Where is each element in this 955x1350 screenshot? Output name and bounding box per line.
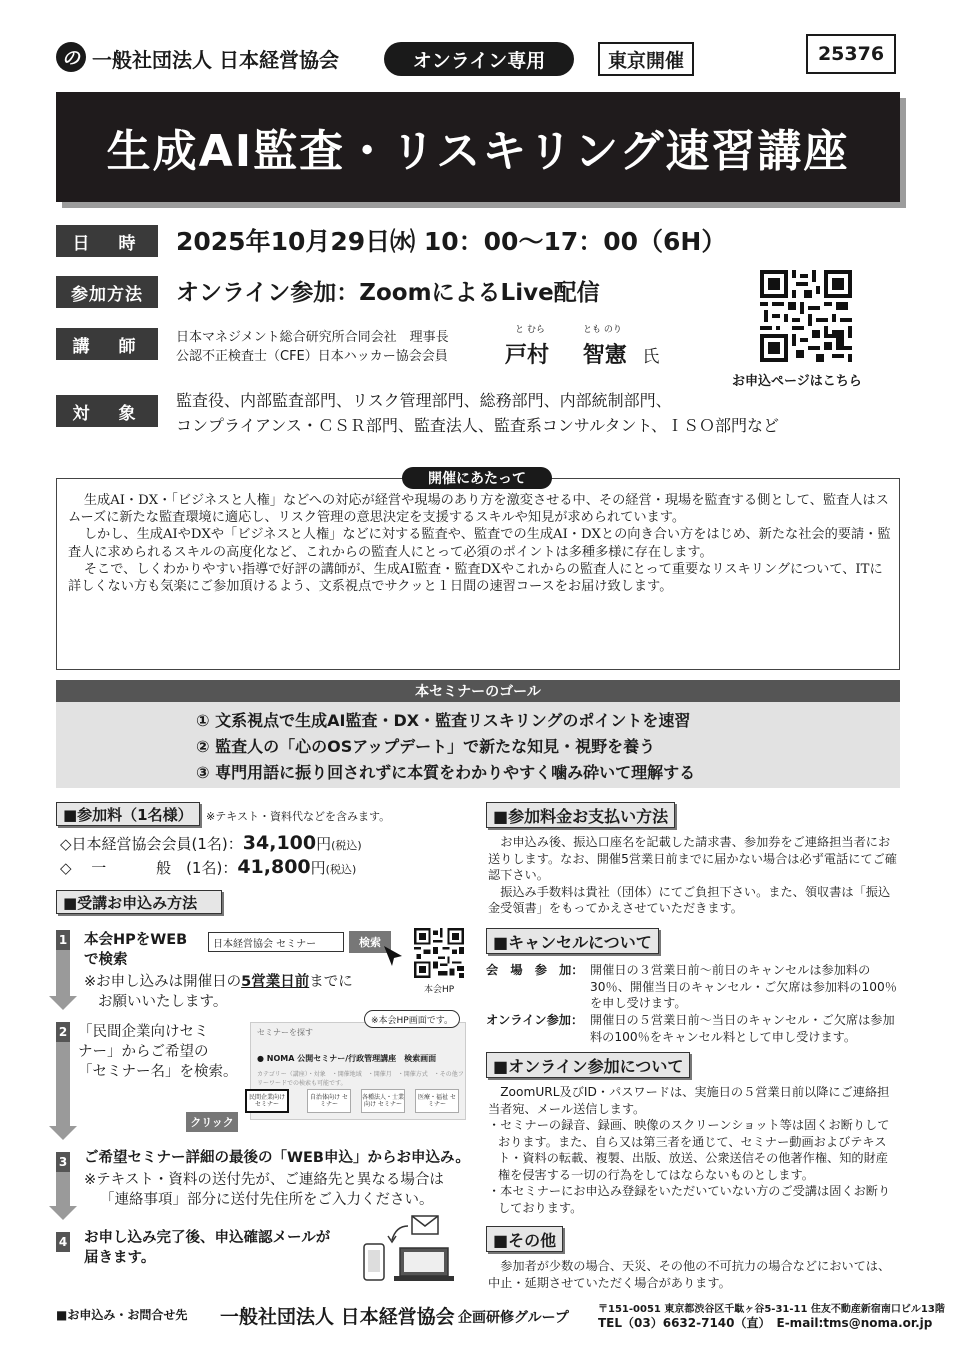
step1-note-line: お願いいたします。 [98,994,228,1010]
step2-line: 「セミナー名」を検索。 [78,1064,238,1080]
laptop-icon [394,1248,454,1281]
mock-button-corporations[interactable]: 各種法人・士業向け セミナー [361,1089,405,1113]
cancel-venue-text: 開催日の３営業日前～前日のキャンセルは参加料の30％、開催当日のキャンセル・ご欠席は参加料の100％を申し受けます。 [590,963,897,1010]
search-button[interactable]: 検索 [349,931,391,953]
online-paragraph: ZoomURL及びID・パスワードは、実施日の５営業日前以降にご連絡担当者宛、メール送信します。 [488,1085,890,1116]
cancel-heading: ■キャンセルについて [486,928,659,954]
fee-tax: (税込) [331,839,362,852]
date-value: 2025年10月29日㈬ 10：00～17：00（6H） [176,227,727,256]
other-heading: ■その他 [486,1226,563,1252]
mock-button-local-gov[interactable]: 自治体向け セミナー [307,1089,351,1113]
payment-heading: ■参加料金お支払い方法 [486,802,675,828]
footer-contact-info[interactable]: TEL（03）6632-7140（直） E-mail:tms@noma.or.jp [598,1316,933,1330]
smartphone-icon [364,1244,384,1280]
search-input[interactable]: 日本経営協会 セミナー [208,932,344,952]
step1-note-part: ※お申し込みは開催日の [84,974,242,990]
intro-heading: 開催にあたって [402,467,552,489]
date-label: 日 時 [56,225,158,257]
fee-unit: 円 [310,859,326,877]
target-label: 対 象 [56,395,158,427]
step2-line: 「民間企業向けセミ [78,1024,209,1040]
step1-text [84,930,187,970]
step1-note [84,972,353,1012]
qr-caption: お申込ページはこちら [732,374,862,389]
payment-text [488,834,900,917]
goal-item: ③ 専門用語に振り回されずに本質をわかりやすく噛み砕いて理解する [196,763,696,782]
online-bullet: ・セミナーの録音、録画、映像のスクリーンショット等は固くお断りしております。また、自ら又は第三者を通じて、セミナー動画およびテキスト・資料の転載、複製、出版、放送、公衆送信その他著作権、知的財産権を侵害する一切の行為をしてはならないものとします。 [488,1118,890,1182]
fee-general-row [60,856,356,878]
step3-note-line: 「連絡事項」部分に送付先住所をご入力ください。 [100,1192,434,1208]
course-code: 25376 [806,34,896,74]
lecturer-given-name: 智憲 [582,343,627,368]
mail-icon [412,1216,438,1234]
fee-member-row [60,832,362,854]
fee-general-amount: 41,800 [237,856,311,878]
step-number: 2 [56,1022,70,1042]
footer-contact-label: ■お申込み・お問合せ先 [56,1308,188,1322]
mock-button-private[interactable]: 民間企業向け セミナー [245,1089,289,1113]
lecturer-ruby-given: とも のり [583,325,622,335]
fee-member-label: ◇日本経営協会会員(1名)： [60,835,243,853]
fee-member-amount: 34,100 [242,832,317,854]
goals-heading: 本セミナーのゴール [56,680,900,702]
footer-group: 企画研修グループ [458,1310,569,1326]
org-logo-icon: の [56,42,86,72]
target-audience [176,388,779,438]
step-number: 1 [56,930,70,950]
goal-item: ① 文系視点で生成AI監査・DX・監査リスキリングのポイントを速習 [196,711,691,730]
arrow-cursor-icon [382,944,406,972]
footer-address: 〒151-0051 東京都渋谷区千駄ヶ谷5-31-11 住友不動産新宿南口ビル13階 [598,1304,945,1315]
step-number: 4 [56,1232,70,1252]
org-name: 一般社団法人 日本経営協会 [92,48,339,72]
fee-unit: 円 [316,835,332,853]
goal-item: ② 監査人の「心のOSアップデート」で新たな知見・視野を養う [196,737,656,756]
page-title: 生成AI監査・リスキリング速習講座 [56,92,900,202]
target-line: コンプライアンス・ＣＳＲ部門、監査法人、監査系コンサルタント、ＩＳＯ部門など [176,416,780,435]
other-text [488,1258,900,1291]
qr-code-icon[interactable] [760,270,852,362]
qr-code-icon[interactable] [414,928,464,978]
intro-paragraph: そこで、しくわかりやすい指導で好評の講師が、生成AI監査・監査DXやこれからの監査人にとって重要なリスキリングについて、ITに詳しくない方も気楽にご参加頂けるよう、文系視点でサクッと１日間の速習コースをお届け致します。 [68,561,883,595]
step-number: 3 [56,1152,70,1172]
cancel-online-label: オンライン参加： [486,1013,584,1027]
step3-note-line: ※テキスト・資料の送付先が、ご連絡先と異なる場合は [84,1172,444,1188]
lecturer-honorific: 氏 [642,347,660,367]
cancel-online-text: 開催日の５営業日前～当日のキャンセル・ご欠席は参加料の100％をキャンセル料として申し受けます。 [590,1013,895,1044]
mail-notification-illustration [360,1214,464,1290]
fee-heading: ■参加料（1名様） [56,802,200,826]
method-value: オンライン参加：ZoomによるLive配信 [176,280,600,306]
online-only-badge: オンライン専用 [384,42,574,76]
mock-title: セミナーを探す [257,1028,313,1037]
step4-line: 届きます。 [84,1250,156,1266]
online-bullet: ・本セミナーにお申込み登録をいただいていない方のご受講は固くお断りしております。 [488,1184,891,1215]
intro-paragraph: しかし、生成AIやDXや「ビジネスと人権」などに対する監査や、監査での生成AI・DXとの向き合い方をはじめ、新たな社会的要請・監査人に求められるスキルの高度化など、これからの監査人にとって必須のポイントは多種多様に存在します。 [68,527,891,560]
lecturer-affiliation-line: 公認不正検査士（CFE）日本ハッカー協会会員 [176,349,448,364]
step-arrow-icon [49,996,77,1010]
fee-general-label: ◇ 一 般 (1名)： [60,859,238,877]
mock-subtitle: ● NOMA 公開セミナー/行政管理講座 検索画面 [257,1054,437,1063]
lecturer-affiliation-line: 日本マネジメント総合研究所合同会社 理事長 [176,330,449,345]
online-text [488,1084,900,1216]
lecturer-name [505,325,660,369]
footer-org-name: 一般社団法人 日本経営協会 [220,1306,455,1328]
step3-text: ご希望セミナー詳細の最後の「WEB申込」からお申込み。 [84,1150,470,1166]
step3-note [84,1170,444,1210]
step-connector [56,1172,70,1206]
step-arrow-icon [49,1206,77,1220]
lecturer-family-name: 戸村 [505,343,550,368]
other-paragraph: 参加者が少数の場合、天災、その他の不可抗力の場合などにおいては、中止・延期させていただく場合があります。 [488,1259,891,1290]
step1-note-part: までに [309,974,353,990]
lecturer-affiliation [176,328,449,366]
website-screenshot [250,1022,466,1120]
step1-deadline: 5営業日前 [241,974,310,990]
step-arrow-icon [49,1126,77,1140]
step2-line: ナー」からご希望の [78,1044,209,1060]
cancel-venue-label: 会 場 参 加： [486,963,584,977]
lecturer-ruby-family: と むら [515,325,545,335]
qr-hp-caption: 本会HP [424,985,455,995]
target-line: 監査役、内部監査部門、リスク管理部門、総務部門、内部統制部門、 [176,391,672,410]
tokyo-venue-badge: 東京開催 [598,42,694,76]
method-label: 参加方法 [56,276,158,308]
payment-paragraph: 振込み手数料は貴社（団体）にてご負担下さい。また、領収書は「振込金受領書」をもってかえさせていただきます。 [488,884,891,915]
online-heading: ■オンライン参加について [486,1052,690,1078]
step4-line: お申し込み完了後、申込確認メールが [84,1230,331,1246]
mock-button-medical[interactable]: 医療・福祉 セミナー [415,1089,459,1113]
fee-note: ※テキスト・資料代などを含みます。 [206,810,391,823]
mock-categories: カテゴリー（講座）・対象 ・開催地域 ・開催月 ・開催方式 ・その他フリーワードでの検索も可能です。 [257,1071,464,1087]
step1-line: で検索 [84,952,128,968]
click-label: クリック [186,1112,238,1132]
lecturer-label: 講 師 [56,328,158,360]
step2-text [78,1022,238,1082]
step1-line: 本会HPをWEB [84,932,188,948]
screen-callout: ※本会HP画面です。 [364,1010,460,1028]
intro-text [68,492,892,595]
intro-paragraph: 生成AI・DX・「ビジネスと人権」などへの対応が経営や現場のあり方を激変させる中、その経営・現場を監査する側として、監査人はスムーズに新たな監査環境に適応し、リスク管理の意思決定を支援するスキルや知見が求められています。 [68,493,889,526]
payment-paragraph: お申込み後、振込口座名を記載した請求書、参加券をご連絡担当者にお送りします。なお、開催5営業日前までに届かない場合は必ず電話にてご確認下さい。 [488,835,897,882]
step-connector [56,950,70,996]
fee-tax: (税込) [325,863,357,876]
step-connector [56,1042,70,1126]
apply-heading: ■受講お申込み方法 [56,890,222,914]
step4-text [84,1228,330,1268]
